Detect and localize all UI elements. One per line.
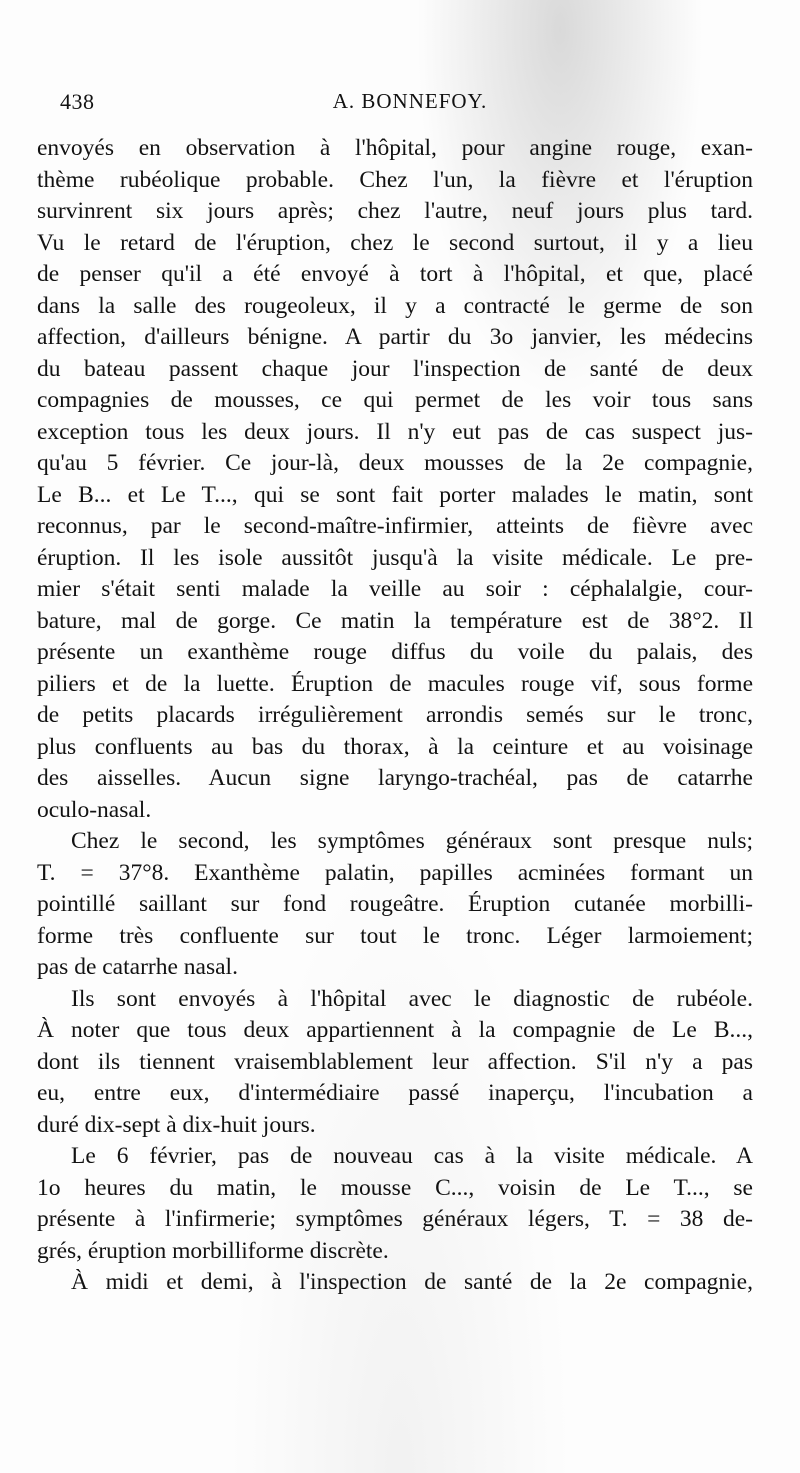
page-number: 438	[60, 89, 95, 114]
text-line: Chez le second, les symptômes généraux sont presque nuls;	[71, 828, 753, 854]
text-line: Le B... et Le T..., qui se sont fait porter malades le matin, sont	[37, 481, 753, 508]
text-line: dans la salle des rougeoleux, il y a contracté le germe de son	[37, 292, 753, 319]
text-line: oculo-nasal.	[37, 796, 152, 823]
text-line: Ils sont envoyés à l'hôpital avec le diagnostic de rubéole.	[71, 985, 753, 1012]
text-line: envoyés en observation à l'hôpital, pour angine rouge, exan-	[37, 135, 753, 161]
text-line: dont ils tiennent vraisemblablement leur affection. S'il n'y a pas	[37, 1048, 753, 1075]
text-line: qu'au 5 février. Ce jour-là, deux mousses de la 2e compagnie,	[37, 450, 753, 476]
text-line: forme très confluente sur tout le tronc. Léger larmoiement;	[37, 922, 753, 949]
text-line: compagnies de mousses, ce qui permet de les voir tous sans	[37, 387, 753, 413]
text-line: thème rubéolique probable. Chez l'un, la fièvre et l'éruption	[37, 166, 753, 193]
page-header	[60, 89, 760, 115]
text-line: affection, d'ailleurs bénigne. A partir du 3o janvier, les médecins	[37, 324, 753, 350]
text-line: piliers et de la luette. Éruption de macules rouge vif, sous forme	[37, 670, 753, 697]
text-line: des aisselles. Aucun signe laryngo-trachéal, pas de catarrhe	[37, 765, 753, 791]
text-line: reconnus, par le second-maître-infirmier, atteints de fièvre avec	[37, 513, 753, 539]
text-line: eu, entre eux, d'intermédiaire passé inaperçu, l'incubation a	[37, 1080, 753, 1106]
text-line: Le 6 février, pas de nouveau cas à la visite médicale. A	[71, 1143, 753, 1169]
text-line: mier s'était senti malade la veille au soir : céphalalgie, cour-	[37, 576, 753, 602]
text-line: de penser qu'il a été envoyé à tort à l'hôpital, et que, placé	[37, 261, 753, 287]
text-line: 1o heures du matin, le mousse C..., voisin de Le T..., se	[37, 1174, 753, 1201]
text-line: Vu le retard de l'éruption, chez le second surtout, il y a lieu	[37, 229, 753, 256]
paragraph	[37, 133, 753, 826]
text-line: plus confluents au bas du thorax, à la ceinture et au voisinage	[37, 733, 753, 760]
text-line: À noter que tous deux appartiennent à la compagnie de Le B...,	[37, 1017, 753, 1043]
text-line: éruption. Il les isole aussitôt jusqu'à la visite médicale. Le pre-	[37, 544, 753, 571]
paragraph	[37, 1267, 753, 1299]
text-line: du bateau passent chaque jour l'inspection de santé de deux	[37, 355, 753, 382]
text-line: présente un exanthème rouge diffus du voile du palais, des	[37, 639, 753, 665]
text-line: grés, éruption morbilliforme discrète.	[37, 1237, 389, 1264]
text-line: présente à l'infirmerie; symptômes généraux légers, T. = 38 de-	[37, 1206, 753, 1232]
paragraph	[37, 984, 753, 1142]
text-line: de petits placards irrégulièrement arrondis semés sur le tronc,	[37, 702, 753, 728]
body-text	[37, 133, 753, 1299]
paragraph	[37, 1141, 753, 1267]
text-line: bature, mal de gorge. Ce matin la température est de 38°2. Il	[37, 607, 753, 634]
text-line: pas de catarrhe nasal.	[37, 954, 238, 980]
text-line: exception tous les deux jours. Il n'y eut pas de cas suspect jus-	[37, 418, 753, 445]
text-line: duré dix-sept à dix-huit jours.	[37, 1111, 316, 1138]
paragraph	[37, 826, 753, 984]
running-head: A. BONNEFOY.	[332, 89, 488, 113]
text-line: pointillé saillant sur fond rougeâtre. Éruption cutanée morbilli-	[37, 891, 753, 917]
text-line: T. = 37°8. Exanthème palatin, papilles acminées formant un	[37, 859, 753, 886]
text-line: survinrent six jours après; chez l'autre, neuf jours plus tard.	[37, 198, 753, 224]
text-line: À midi et demi, à l'inspection de santé de la 2e compagnie,	[71, 1269, 753, 1295]
